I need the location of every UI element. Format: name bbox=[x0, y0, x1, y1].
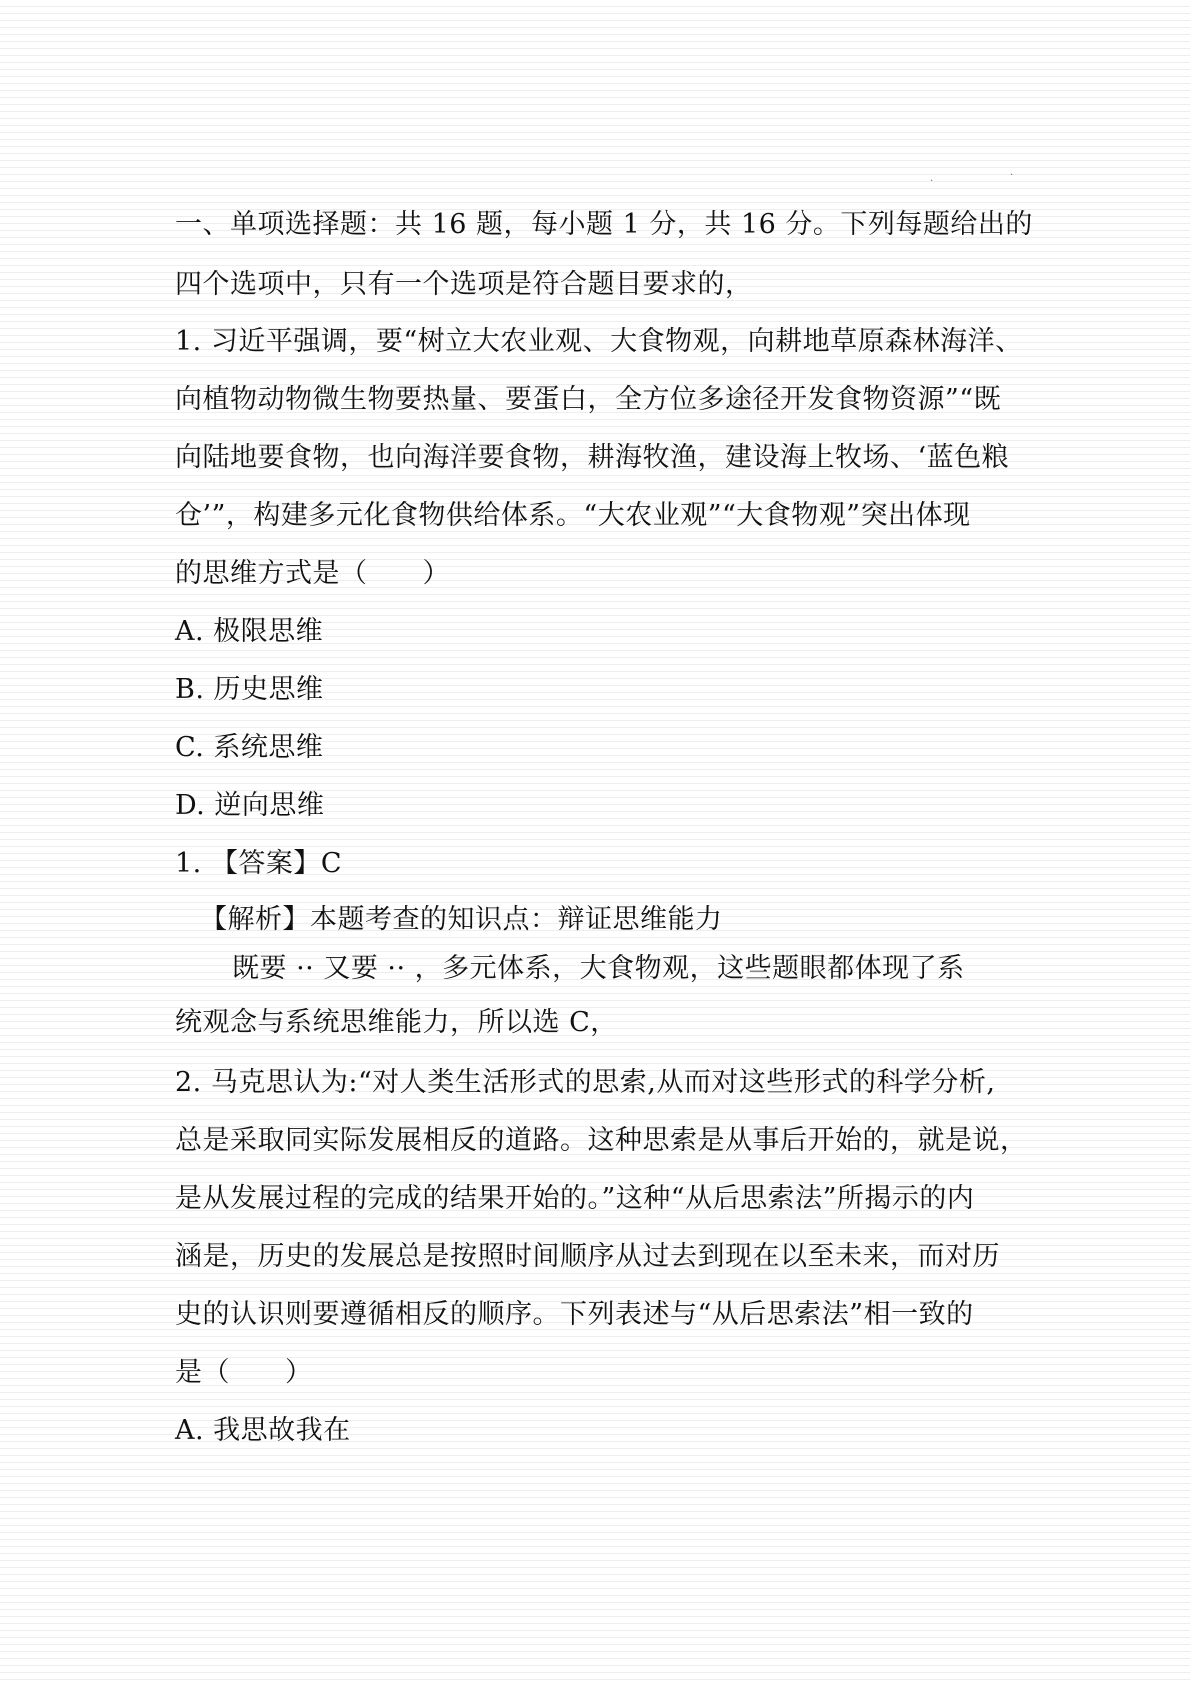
q1-option-a: A. 极限思维 bbox=[175, 616, 324, 647]
q2-stem-line-4: 涵是，历史的发展总是按照时间顺序从过去到现在以至未来，而对历 bbox=[175, 1241, 1000, 1272]
q1-stem-line-5: 的思维方式是（ ） bbox=[175, 558, 450, 589]
section-heading-line-2: 四个选项中，只有一个选项是符合题目要求的， bbox=[175, 269, 753, 300]
scan-speck: · bbox=[930, 176, 934, 187]
q1-analysis-line-2: 统观念与系统思维能力，所以选 C， bbox=[175, 1007, 618, 1038]
q2-option-a: A. 我思故我在 bbox=[175, 1415, 351, 1446]
q1-option-b: B. 历史思维 bbox=[175, 674, 324, 705]
q2-stem-line-2: 总是采取同实际发展相反的道路。这种思索是从事后开始的，就是说， bbox=[175, 1125, 1028, 1156]
q1-option-d: D. 逆向思维 bbox=[175, 790, 325, 821]
q2-stem-line-1: 2. 马克思认为:“对人类生活形式的思索,从而对这些形式的科学分析, bbox=[175, 1067, 996, 1098]
q2-stem-line-3: 是从发展过程的完成的结果开始的。”这种“从后思索法”所揭示的内 bbox=[175, 1183, 975, 1214]
scan-speck: · bbox=[1010, 170, 1014, 181]
section-heading-line-1: 一、单项选择题：共 16 题，每小题 1 分，共 16 分。下列每题给出的 bbox=[175, 209, 1033, 240]
q1-answer: 1. 【答案】C bbox=[175, 848, 343, 879]
q1-stem-line-2: 向植物动物微生物要热量、要蛋白，全方位多途径开发食物资源”“既 bbox=[175, 384, 1002, 415]
q1-analysis-title: 【解析】本题考查的知识点：辩证思维能力 bbox=[200, 904, 723, 935]
q1-stem-line-1: 1. 习近平强调，要“树立大农业观、大食物观，向耕地草原森林海洋、 bbox=[175, 326, 1023, 357]
q2-stem-line-5: 史的认识则要遵循相反的顺序。下列表述与“从后思索法”相一致的 bbox=[175, 1299, 974, 1330]
q1-option-c: C. 系统思维 bbox=[175, 732, 324, 763]
q1-stem-line-3: 向陆地要食物，也向海洋要食物，耕海牧渔，建设海上牧场、‘蓝色粮 bbox=[175, 442, 1010, 473]
q1-analysis-line-1: 既要 ·· 又要 ·· ，多元体系，大食物观，这些题眼都体现了系 bbox=[232, 953, 965, 984]
q1-stem-line-4: 仓’”，构建多元化食物供给体系。“大农业观”“大食物观”突出体现 bbox=[175, 500, 971, 531]
q2-stem-line-6: 是（ ） bbox=[175, 1357, 313, 1388]
